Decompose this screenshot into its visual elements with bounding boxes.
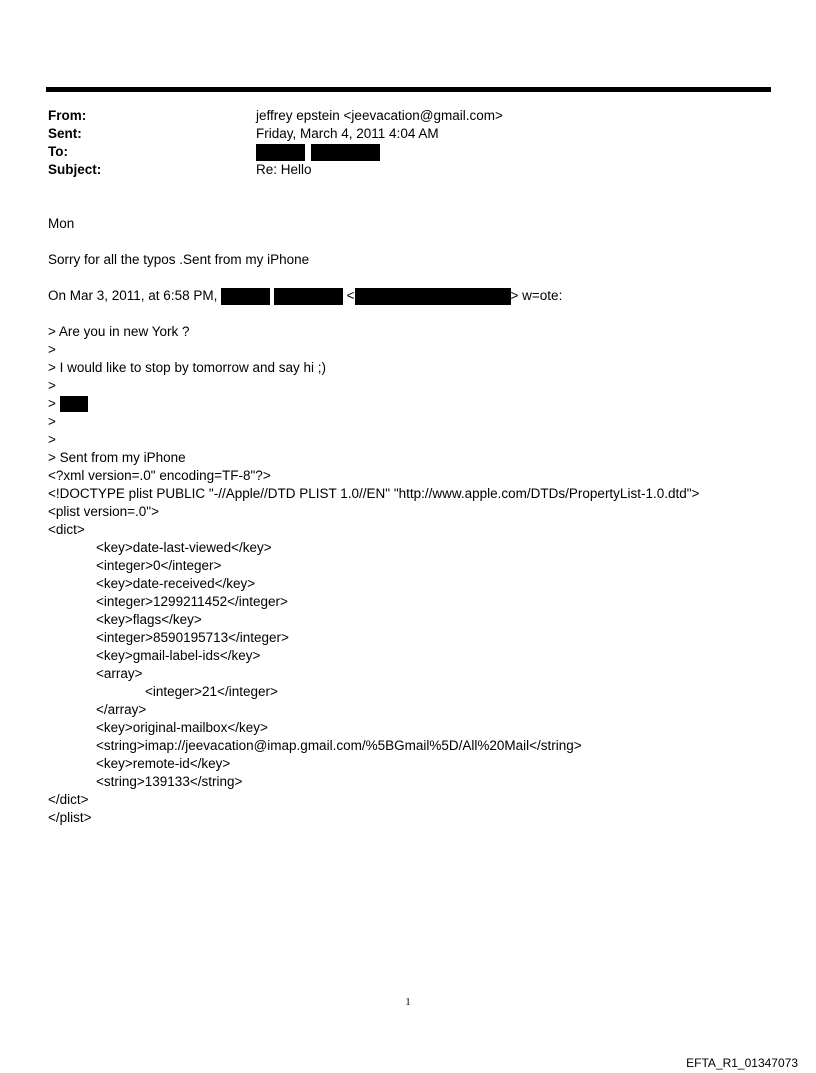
quoted-line: > — [48, 342, 56, 357]
xml-line: <array> — [96, 666, 143, 681]
xml-line: <key>original-mailbox</key> — [96, 720, 268, 735]
sent-value: Friday, March 4, 2011 4:04 AM — [256, 126, 439, 141]
xml-line: </plist> — [48, 810, 92, 825]
quote-intro — [48, 287, 788, 305]
xml-line: <integer>8590195713</integer> — [96, 630, 289, 645]
quoted-marker: > — [48, 396, 56, 411]
quoted-line: > I would like to stop by tomorrow and say hi ;) — [48, 360, 327, 375]
email-body — [48, 215, 788, 827]
xml-line: <key>remote-id</key> — [96, 756, 231, 771]
to-value — [256, 143, 748, 161]
xml-line: <!DOCTYPE plist PUBLIC "-//Apple//DTD PLIST 1.0//EN" "http://www.apple.com/DTDs/PropertyList-1.0.dtd"> — [48, 486, 700, 501]
quoted-line: > Are you in new York ? — [48, 324, 190, 339]
xml-line: </dict> — [48, 792, 89, 807]
xml-line: <key>date-received</key> — [96, 576, 256, 591]
redaction-box — [274, 288, 343, 305]
xml-line: <key>date-last-viewed</key> — [96, 540, 272, 555]
xml-line: <key>flags</key> — [96, 612, 202, 627]
xml-line: <integer>0</integer> — [96, 558, 222, 573]
to-label: To: — [48, 144, 68, 159]
xml-line: <key>gmail-label-ids</key> — [96, 648, 261, 663]
xml-line: <string>imap://jeevacation@imap.gmail.com/%5BGmail%5D/All%20Mail</string> — [96, 738, 582, 753]
document-id: EFTA_R1_01347073 — [686, 1056, 798, 1070]
quoted-line: > — [48, 432, 56, 447]
email-header — [48, 107, 748, 179]
xml-line: <?xml version=.0" encoding=TF-8"?> — [48, 468, 271, 483]
signature-line: Sorry for all the typos .Sent from my iPhone — [48, 252, 310, 267]
quoted-line: > — [48, 414, 56, 429]
from-value: jeffrey epstein <jeevacation@gmail.com> — [256, 108, 503, 123]
from-label: From: — [48, 108, 87, 123]
redaction-box — [355, 288, 511, 305]
xml-line: <plist version=.0"> — [48, 504, 159, 519]
quote-intro-suffix: > w=ote: — [510, 288, 563, 303]
header-rule — [46, 87, 771, 92]
quote-intro-prefix: On Mar 3, 2011, at 6:58 PM, — [48, 288, 218, 303]
quoted-line: > Sent from my iPhone — [48, 450, 186, 465]
quoted-line-redacted — [48, 395, 788, 413]
subject-row — [48, 161, 748, 179]
to-row — [48, 143, 748, 161]
sent-row — [48, 125, 748, 143]
subject-label: Subject: — [48, 162, 102, 177]
page-number: 1 — [405, 996, 411, 1008]
redaction-box — [311, 144, 380, 161]
quote-intro-lt: < — [346, 288, 355, 303]
xml-line: <integer>21</integer> — [145, 684, 278, 699]
xml-line: <integer>1299211452</integer> — [96, 594, 288, 609]
xml-line: <string>139133</string> — [96, 774, 243, 789]
from-row — [48, 107, 748, 125]
redaction-box — [60, 396, 88, 412]
xml-line: <dict> — [48, 522, 85, 537]
subject-value: Re: Hello — [256, 162, 312, 177]
sent-label: Sent: — [48, 126, 82, 141]
xml-line: </array> — [96, 702, 147, 717]
quoted-line: > — [48, 378, 56, 393]
redaction-box — [221, 288, 270, 305]
greeting: Mon — [48, 216, 75, 231]
redaction-box — [256, 144, 305, 161]
